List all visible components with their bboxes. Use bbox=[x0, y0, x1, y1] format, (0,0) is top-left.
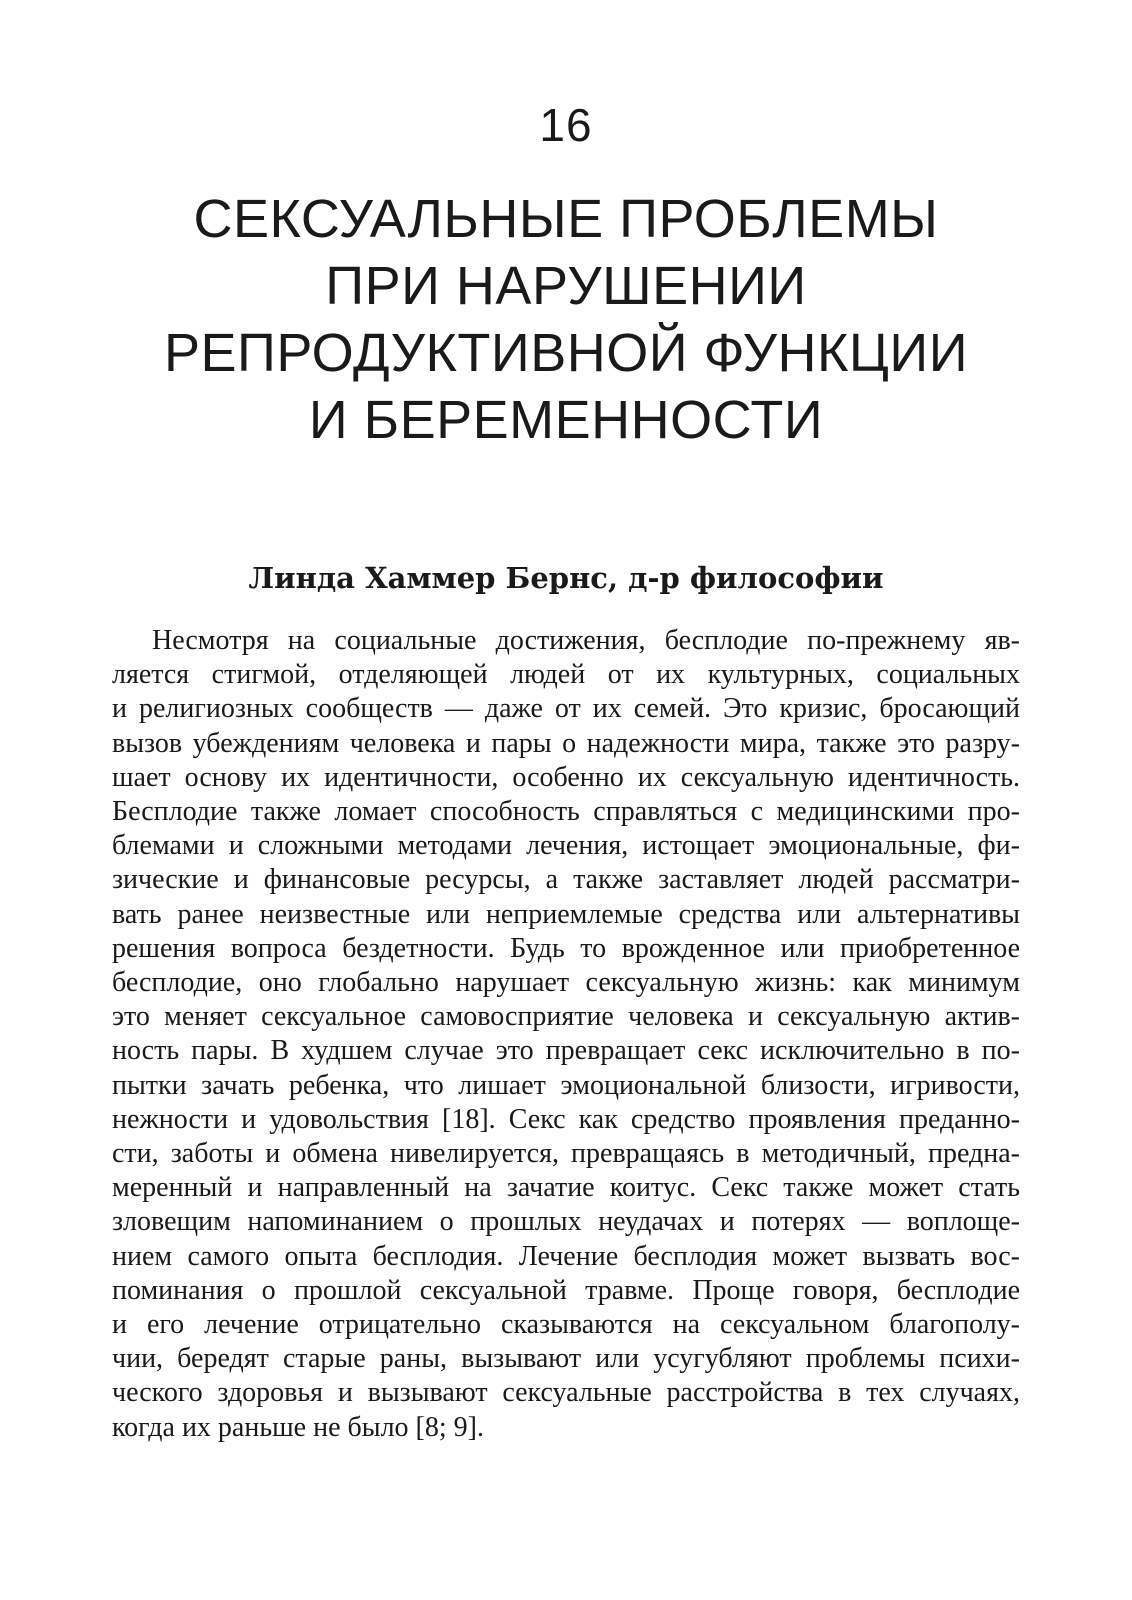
author-byline: Линда Хаммер Бернс, д-р философии bbox=[248, 561, 884, 595]
chapter-title-line: РЕПРОДУКТИВНОЙ ФУНКЦИИ bbox=[163, 323, 969, 383]
paragraph-line: и религиозных сообществ — даже от их семей. Это кризис, бросающий bbox=[112, 693, 1020, 725]
paragraph-line: и его лечение отрицательно сказываются на сексуальном благополу- bbox=[112, 1309, 1020, 1341]
paragraph-line: ческого здоровья и вызывают сексуальные расстройства в тех случаях, bbox=[112, 1377, 1020, 1409]
paragraph-line: Несмотря на социальные достижения, бесплодие по-прежнему яв- bbox=[152, 625, 1020, 656]
chapter-title-line: СЕКСУАЛЬНЫЕ ПРОБЛЕМЫ bbox=[193, 189, 939, 249]
paragraph-line: блемами и сложными методами лечения, истощает эмоциональные, фи- bbox=[112, 830, 1020, 862]
paragraph-line: меренный и направленный на зачатие коитус. Секс также может стать bbox=[112, 1172, 1020, 1204]
paragraph-line: вать ранее неизвестные или неприемлемые средства или альтернативы bbox=[112, 898, 1020, 930]
paragraph-line: нием самого опыта бесплодия. Лечение бесплодия может вызвать вос- bbox=[112, 1240, 1020, 1272]
paragraph-line: сти, заботы и обмена нивелируется, превращаясь в методичный, предна- bbox=[112, 1138, 1020, 1170]
paragraph-line: Бесплодие также ломает способность справляться с медицинскими про- bbox=[112, 796, 1020, 828]
paragraph-line: пытки зачать ребенка, что лишает эмоциональной близости, игривости, bbox=[112, 1069, 1020, 1101]
chapter-title-line: ПРИ НАРУШЕНИИ bbox=[325, 256, 807, 316]
paragraph-line: решения вопроса бездетности. Будь то врожденное или приобретенное bbox=[112, 932, 1020, 964]
paragraph-line: когда их раньше не было [8; 9]. bbox=[112, 1411, 484, 1443]
paragraph-line: шает основу их идентичности, особенно их сексуальную идентичность. bbox=[112, 761, 1020, 793]
paragraph-line: зические и финансовые ресурсы, а также заставляет людей рассматри- bbox=[112, 864, 1020, 896]
body-paragraph bbox=[112, 624, 1020, 1445]
paragraph-line: ность пары. В худшем случае это превращает секс исключительно в по- bbox=[112, 1035, 1020, 1067]
paragraph-line: чии, бередят старые раны, вызывают или усугубляют проблемы психи- bbox=[112, 1343, 1020, 1375]
paragraph-line: ляется стигмой, отделяющей людей от их культурных, социальных bbox=[112, 659, 1020, 691]
paragraph-line: зловещим напоминанием о прошлых неудачах и потерях — воплоще- bbox=[112, 1206, 1020, 1238]
paragraph-line: нежности и удовольствия [18]. Секс как средство проявления преданно- bbox=[112, 1103, 1020, 1135]
paragraph-line: поминания о прошлой сексуальной травме. Проще говоря, бесплодие bbox=[112, 1274, 1020, 1306]
chapter-number: 16 bbox=[539, 99, 593, 151]
paragraph-line: вызов убеждениям человека и пары о надежности мира, также это разру- bbox=[112, 727, 1020, 759]
chapter-title-line: И БЕРЕМЕННОСТИ bbox=[308, 390, 824, 450]
chapter-title bbox=[100, 186, 1032, 454]
paragraph-line: это меняет сексуальное самовосприятие человека и сексуальную актив- bbox=[112, 1001, 1020, 1033]
paragraph-line: бесплодие, оно глобально нарушает сексуальную жизнь: как минимум bbox=[112, 967, 1020, 999]
